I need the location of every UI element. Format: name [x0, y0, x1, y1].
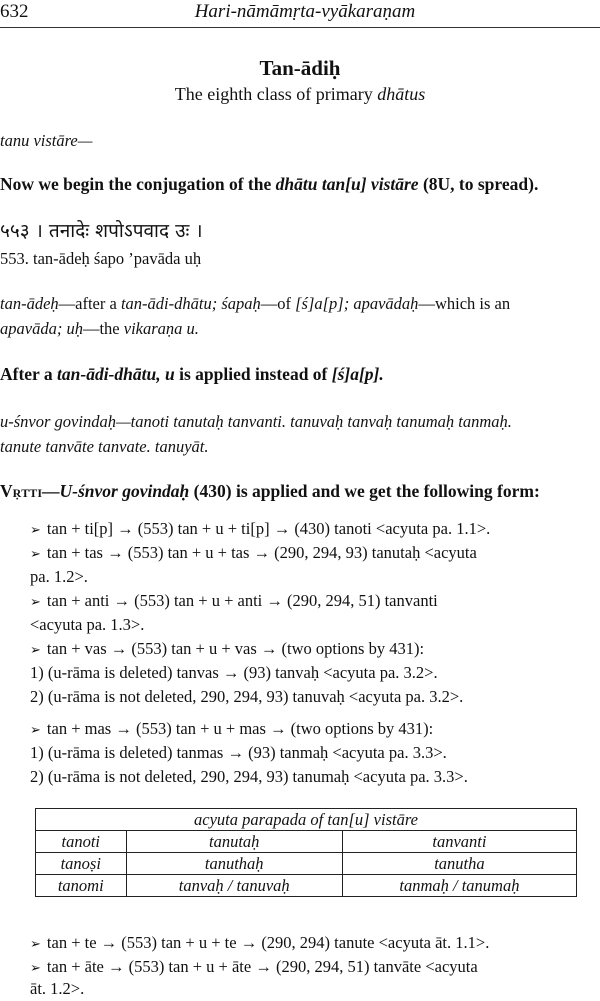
- derivation-text: tan + tas → (553) tan + u + tas → (290, 294, 93) tanutaḥ <acyuta: [46, 543, 477, 562]
- derivation-4: [30, 637, 600, 663]
- gloss-term: [ś]a[p]; apavādaḥ: [295, 294, 419, 313]
- derivation-4-option-2: 2) (u-rāma is not deleted, 290, 294, 93) tanuvaḥ <acyuta pa. 3.2>.: [30, 687, 464, 706]
- gloss-text: —after a: [58, 294, 121, 313]
- table-cell: tanutha: [342, 853, 576, 875]
- gloss-text: —which is an: [418, 294, 511, 313]
- derivation-5-option-2: 2) (u-rāma is not deleted, 290, 294, 93) tanumaḥ <acyuta pa. 3.3>.: [30, 767, 468, 786]
- running-header: [0, 1, 600, 27]
- vrtti-text: (430) is applied and we get the following form:: [189, 481, 540, 501]
- arrow-bullet-icon: ➢: [30, 961, 41, 976]
- gloss-line-1: [0, 291, 598, 316]
- arrow-bullet-icon: ➢: [30, 643, 41, 658]
- arrow-bullet-icon: ➢: [30, 723, 41, 738]
- section-subtitle: [0, 84, 600, 105]
- derivation-4-option-1: 1) (u-rāma is deleted) tanvas → (93) tanvaḥ <acyuta pa. 3.2>.: [30, 663, 438, 682]
- derivation-2: [30, 541, 600, 567]
- derivation-5-option-1: 1) (u-rāma is deleted) tanmas → (93) tanmaḥ <acyuta pa. 3.3>.: [30, 743, 447, 762]
- table-caption-row: [36, 809, 577, 831]
- table-row: [36, 853, 577, 875]
- vrtti-label: ṛtti—: [12, 481, 60, 501]
- heading-italic: [ś]a[p].: [331, 364, 384, 384]
- arrow-bullet-icon: ➢: [30, 595, 41, 610]
- table-cell: tanoti: [36, 831, 127, 853]
- derivation-text: tan + anti → (553) tan + u + anti → (290, 294, 51) tanvanti: [46, 591, 438, 610]
- running-title: Hari-nāmāmṛta-vyākaraṇam: [194, 1, 416, 22]
- sutra-devanagari: ५५३ । तनादेः शपोऽपवाद उः ।: [0, 220, 203, 242]
- table-row: [36, 875, 577, 897]
- table-caption: acyuta parapada of tan[u] vistāre: [36, 809, 577, 831]
- gloss-text: —the: [82, 319, 124, 338]
- derivation-text: tan + mas → (553) tan + u + mas → (two options by 431):: [46, 719, 434, 738]
- vrtti-heading: [0, 479, 598, 504]
- derivation-3: [30, 589, 600, 615]
- subtitle-text: The eighth class of primary: [174, 84, 378, 104]
- derivation-text: tan + te → (553) tan + u + te → (290, 294) tanute <acyuta āt. 1.1>.: [46, 933, 490, 952]
- gloss-term: tan-ādi-dhātu; śapaḥ: [120, 294, 261, 313]
- arrow-bullet-icon: ➢: [30, 547, 41, 562]
- subtitle-italic: dhātus: [377, 84, 426, 104]
- section-title: Tan-ādiḥ: [259, 56, 341, 80]
- derivation-text: tan + āte → (553) tan + u + āte → (290, 294, 51) tanvāte <acyuta: [46, 957, 478, 976]
- derivation-2-cont: pa. 1.2>.: [30, 567, 88, 586]
- heading-text: (8U, to spread).: [418, 174, 539, 194]
- heading-text: is applied instead of: [174, 364, 332, 384]
- gloss-text: —of: [260, 294, 296, 313]
- table-cell: tanuthaḥ: [126, 853, 342, 875]
- heading-italic: tan-ādi-dhātu, u: [57, 364, 175, 384]
- gloss-term: apavāda; uḥ: [0, 319, 83, 338]
- heading-conjugation: [0, 172, 598, 197]
- header-rule: [0, 27, 600, 28]
- heading-text: Now we begin the conjugation of the: [0, 174, 276, 194]
- derivation-6: [30, 931, 600, 957]
- vrtti-rule-name: U-śnvor govindaḥ: [59, 481, 190, 501]
- intro-line: tanu vistāre—: [0, 131, 93, 150]
- table-row: [36, 831, 577, 853]
- heading-text: After a: [0, 364, 58, 384]
- arrow-bullet-icon: ➢: [30, 937, 41, 952]
- table-cell: tanmaḥ / tanumaḥ: [342, 875, 576, 897]
- table-cell: tanvanti: [342, 831, 576, 853]
- paradigm-line-2: tanute tanvāte tanvate. tanuyāt.: [0, 437, 209, 456]
- table-cell: tanutaḥ: [126, 831, 342, 853]
- conjugation-table: [35, 808, 577, 897]
- derivation-text: tan + ti[p] → (553) tan + u + ti[p] → (430) tanoti <acyuta pa. 1.1>.: [46, 519, 491, 538]
- table-cell: tanvaḥ / tanuvaḥ: [126, 875, 342, 897]
- heading-italic: dhātu tan[u] vistāre: [275, 174, 419, 194]
- derivation-text: tan + vas → (553) tan + u + vas → (two options by 431):: [46, 639, 425, 658]
- gloss-term: tan-ādeḥ: [0, 294, 59, 313]
- arrow-bullet-icon: ➢: [30, 523, 41, 538]
- table-cell: tanoṣi: [36, 853, 127, 875]
- derivation-7-cont: āt. 1.2>.: [30, 979, 85, 998]
- heading-rule: [0, 362, 598, 387]
- sutra-roman: 553. tan-ādeḥ śapo ’pavāda uḥ: [0, 249, 202, 268]
- vrtti-initial: V: [0, 481, 13, 501]
- derivation-3-cont: <acyuta pa. 1.3>.: [30, 615, 145, 634]
- gloss-line-2: [0, 316, 598, 341]
- table-cell: tanomi: [36, 875, 127, 897]
- page-number: 632: [0, 1, 29, 22]
- derivation-5: [30, 717, 600, 743]
- derivation-1: [30, 517, 600, 543]
- gloss-term: vikaraṇa u.: [123, 319, 199, 338]
- paradigm-line-1: u-śnvor govindaḥ—tanoti tanutaḥ tanvanti. tanuvaḥ tanvaḥ tanumaḥ tanmaḥ.: [0, 412, 512, 431]
